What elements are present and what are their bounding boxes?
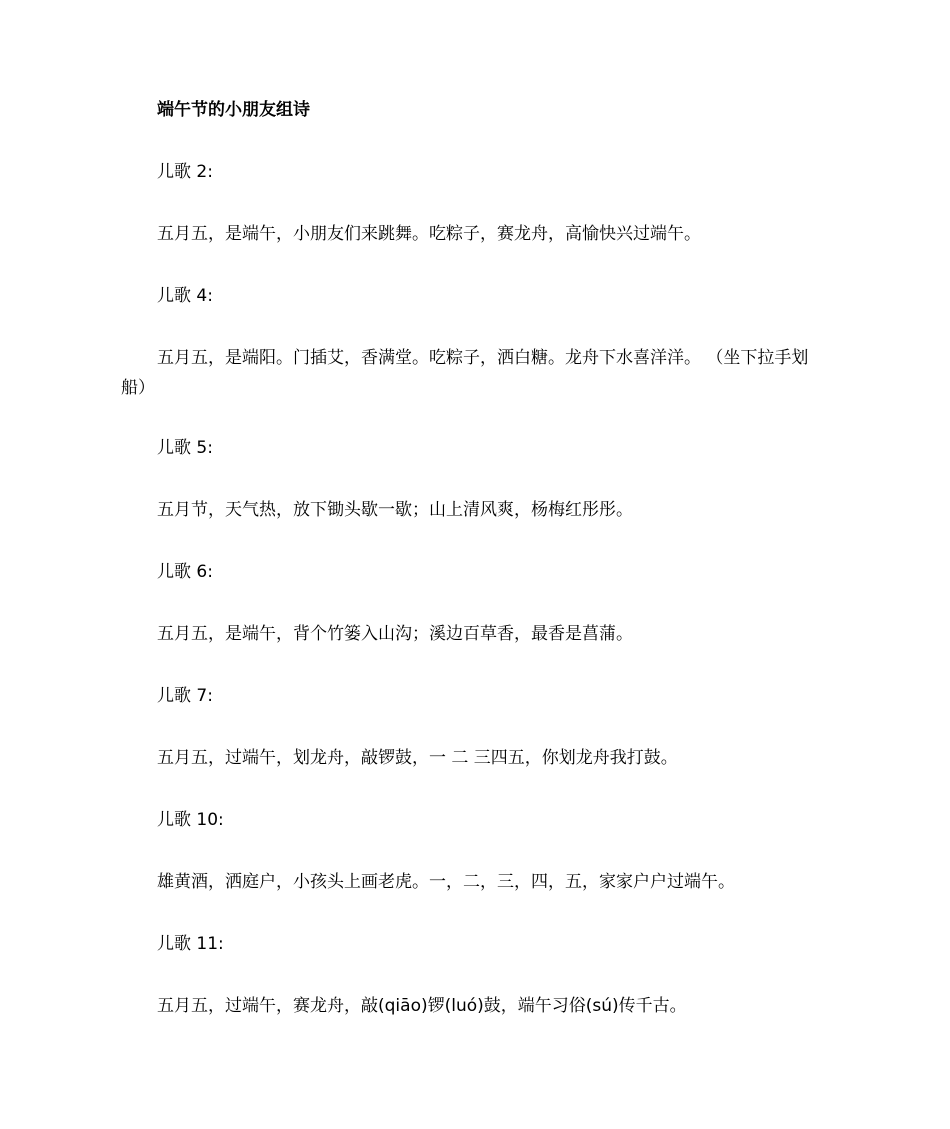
song-text-7: 五月五，过端午，划龙舟，敲锣鼓，一 二 三四五，你划龙舟我打鼓。 [157, 748, 678, 768]
song-heading-10: 儿歌 10: [157, 810, 224, 830]
song-text-2: 五月五，是端午，小朋友们来跳舞。吃粽子，赛龙舟，高愉快兴过端午。 [157, 224, 701, 244]
song-heading-5: 儿歌 5: [157, 438, 213, 458]
song-heading-7: 儿歌 7: [157, 686, 213, 706]
song-text-11: 五月五，过端午，赛龙舟，敲(qiāo)锣(luó)鼓，端午习俗(sú)传千古。 [157, 996, 687, 1016]
song-text-5: 五月节，天气热，放下锄头歇一歇；山上清风爽，杨梅红彤彤。 [157, 500, 633, 520]
song-heading-6: 儿歌 6: [157, 562, 213, 582]
song-heading-4: 儿歌 4: [157, 286, 213, 306]
song-heading-11: 儿歌 11: [157, 934, 224, 954]
song-text-4: 五月五，是端阳。门插艾，香满堂。吃粽子，洒白糖。龙舟下水喜洋洋。 （坐下拉手划船） [121, 348, 809, 398]
document-title: 端午节的小朋友组诗 [157, 100, 310, 120]
song-text-6: 五月五，是端午，背个竹篓入山沟；溪边百草香，最香是菖蒲。 [157, 624, 633, 644]
song-text-10: 雄黄酒，洒庭户，小孩头上画老虎。一，二，三，四，五，家家户户过端午。 [157, 872, 735, 892]
song-heading-2: 儿歌 2: [157, 162, 213, 182]
